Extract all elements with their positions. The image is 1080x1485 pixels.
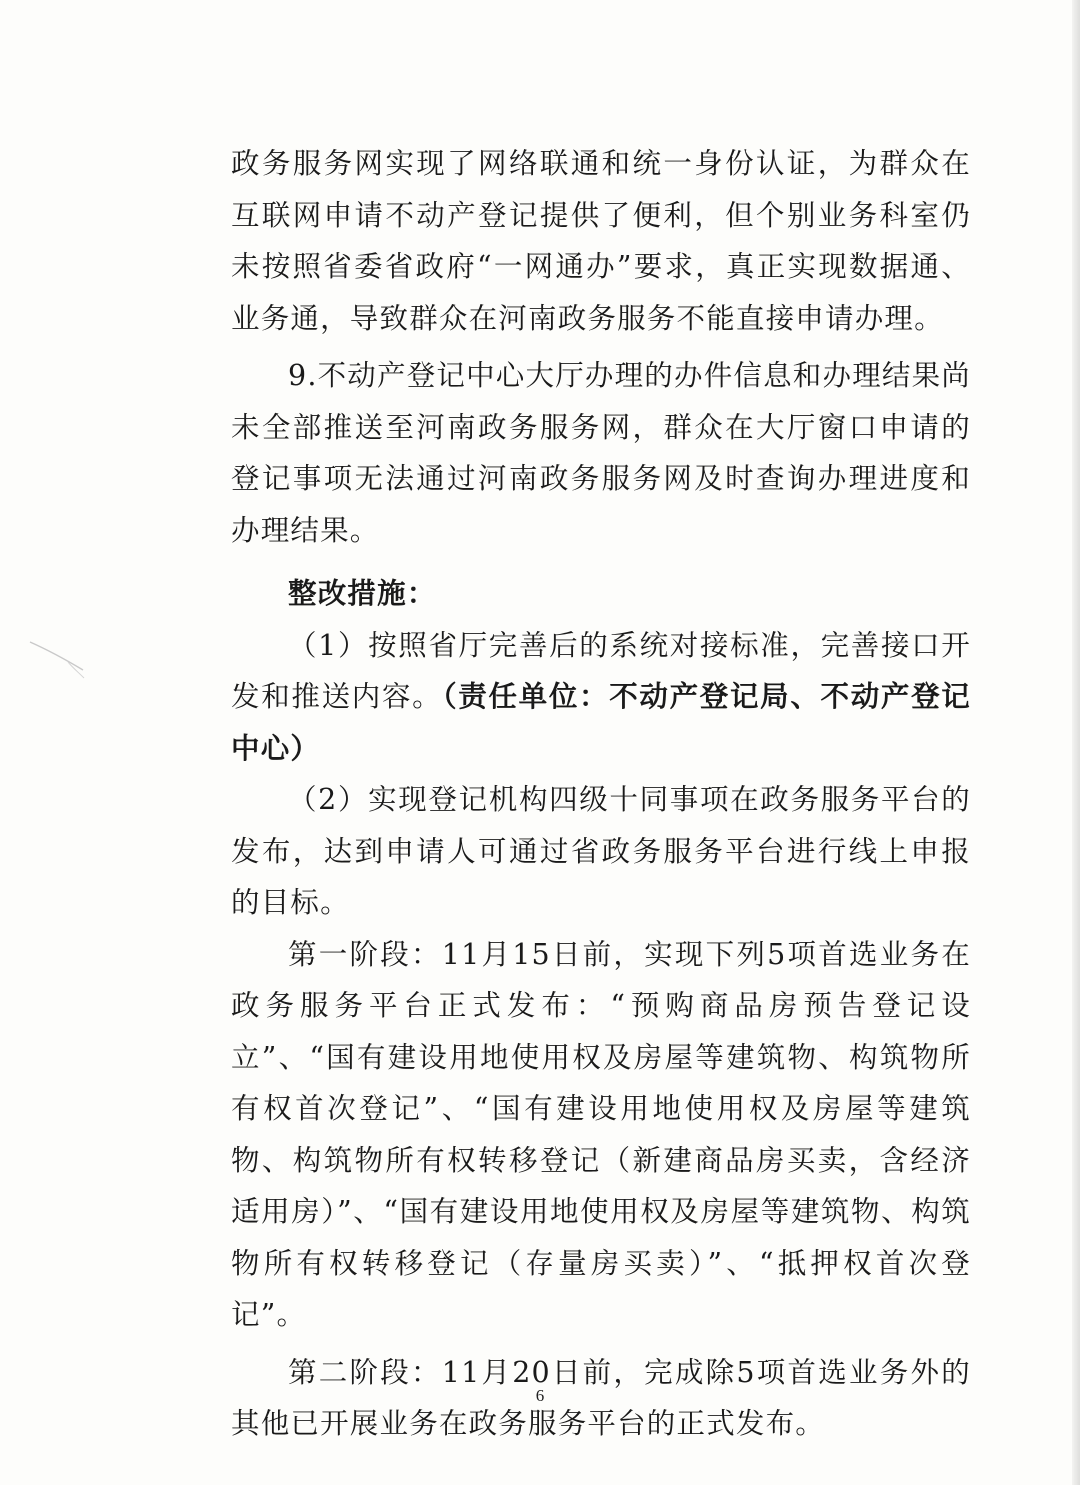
paragraph-network: 政务服务网实现了网络联通和统一身份认证，为群众在互联网申请不动产登记提供了便利，但个别业务科室仍未按照省委省政府“一网通办”要求，真正实现数据通、业务通，导致群众在河南政务服务不能直接申请办理。 bbox=[231, 147, 971, 335]
measure-2 bbox=[231, 774, 971, 929]
section-heading-rectification: 整改措施： bbox=[288, 577, 437, 610]
measure-1 bbox=[231, 620, 971, 775]
document-body bbox=[231, 138, 971, 1450]
stage-2: 第二阶段：11月20日前，完成除5项首选业务外的其他已开展业务在政务服务平台的正式发布。 bbox=[231, 1355, 971, 1440]
scan-mark-icon bbox=[28, 640, 88, 680]
measure-1-responsible: （责任单位：不动产登记局、不动产登记中心） bbox=[231, 680, 971, 765]
paper-edge-shadow bbox=[1072, 0, 1080, 1485]
measure-1-text: （1）按照省厅完善后的系统对接标准，完善接口开发和推送内容。 bbox=[231, 628, 971, 713]
measure-2-text: （2）实现登记机构四级十同事项在政务服务平台的发布，达到申请人可通过省政务服务平台进行线上申报的目标。 bbox=[231, 783, 971, 919]
page-number: 6 bbox=[535, 1386, 545, 1405]
stage-1: 第一阶段：11月15日前，实现下列5项首选业务在政务服务平台正式发布：“预购商品房预告登记设立”、“国有建设用地使用权及房屋等建筑物、构筑物所有权首次登记”、“国有建设用地使用权及房屋等建筑物、构筑物所有权转移登记（新建商品房买卖，含经济适用房）”、“国有建设用地使用权及房屋等建筑物、构筑物所有权转移登记（存量房买卖）”、“抵押权首次登记”。 bbox=[231, 937, 971, 1331]
paragraph-item-9: 9.不动产登记中心大厅办理的办件信息和办理结果尚未全部推送至河南政务服务网，群众在大厅窗口申请的登记事项无法通过河南政务服务网及时查询办理进度和办理结果。 bbox=[231, 359, 971, 547]
